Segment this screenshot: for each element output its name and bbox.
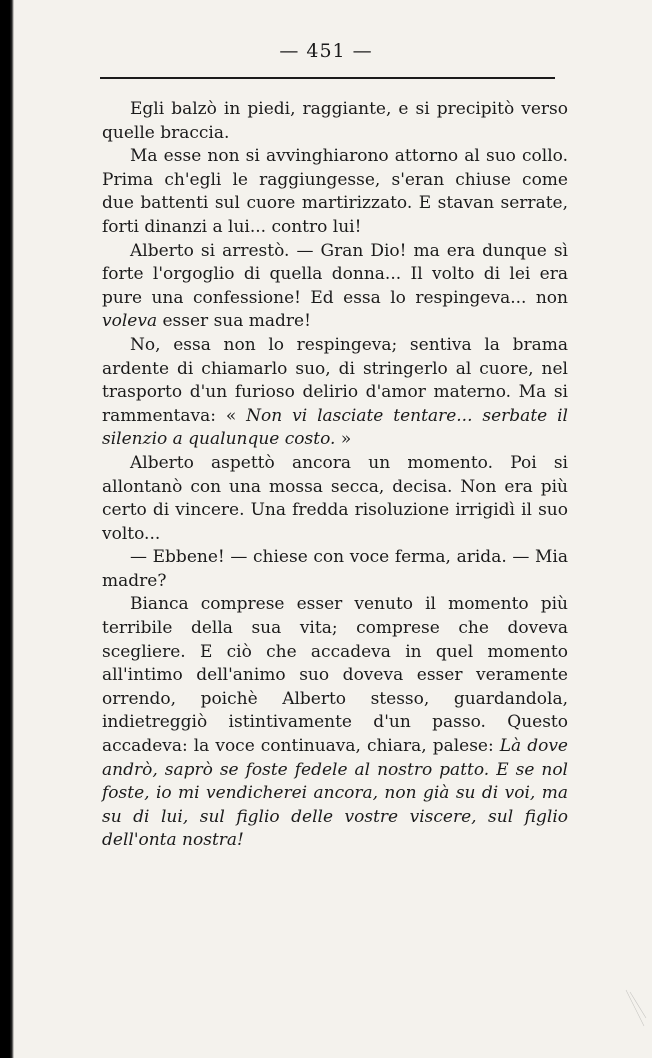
paragraph-4 <box>102 334 568 452</box>
paragraph-3-italic: voleva <box>102 311 158 332</box>
page-number: — 451 — <box>279 40 373 62</box>
paragraph-7-text-a: Bianca comprese esser venuto il momento più terribile della sua vita; comprese che doveva scegliere. E ciò che accadeva in quel momento all'intimo dell'animo suo doveva esser veramente orrendo, poichè Alberto stesso, guardandola, indietreggiò istintivamente d'un passo. Questo accadeva: la voce continuava, chiara, palese: <box>102 594 568 757</box>
paragraph-2-text: Ma esse non si avvinghiarono attorno al suo collo. Prima ch'egli le raggiungesse, s'eran chiuse come due battenti sul cuore martirizzato. E stavan serrate, forti dinanzi a lui... contro lui! <box>102 146 568 237</box>
header-rule <box>100 77 555 79</box>
paragraph-4-italic-quote: Non vi lasciate tentare... serbate il silenzio a qualunque costo. <box>102 405 568 450</box>
paragraph-7 <box>102 593 568 853</box>
paragraph-6 <box>102 546 568 593</box>
paragraph-3-text-a: Alberto si arrestò. — Gran Dio! ma era dunque sì forte l'orgoglio di quella donna... Il volto di lei era pure una confessione! Ed essa lo respingeva... non <box>102 240 568 308</box>
paragraph-4-text-a: No, essa non lo respingeva; sentiva la brama ardente di chiamarlo suo, di stringerlo al cuore, nel trasporto d'un furioso delirio d'amor materno. Ma si rammentava: « <box>102 334 568 426</box>
paragraph-5-text: Alberto aspettò ancora un momento. Poi si allontanò con una mossa secca, decisa. Non era più certo di vincere. Una fredda risoluzione irrigidì il suo volto... <box>102 452 568 544</box>
paragraph-2 <box>102 145 568 239</box>
paragraph-1 <box>102 98 568 145</box>
paper-speck-marks <box>624 988 648 1028</box>
paragraph-3-text-c: esser sua madre! <box>157 311 311 332</box>
paragraph-7-italic: Là dove andrò, saprò se foste fedele al nostro patto. E se nol foste, io mi vendicherei ancora, non già su di voi, ma su di lui, sul figlio delle vostre viscere, sul figlio dell'onta nostra! <box>102 736 568 851</box>
binding-edge <box>0 0 14 1058</box>
paragraph-1-text: Egli balzò in piedi, raggiante, e si precipitò verso quelle braccia. <box>102 99 568 143</box>
paragraph-6-text: — Ebbene! — chiese con voce ferma, arida. — Mia madre? <box>102 547 568 591</box>
paragraph-4-text-c: » <box>335 429 352 450</box>
paragraph-3 <box>102 240 568 334</box>
body-text <box>102 98 568 853</box>
paragraph-5 <box>102 452 568 546</box>
